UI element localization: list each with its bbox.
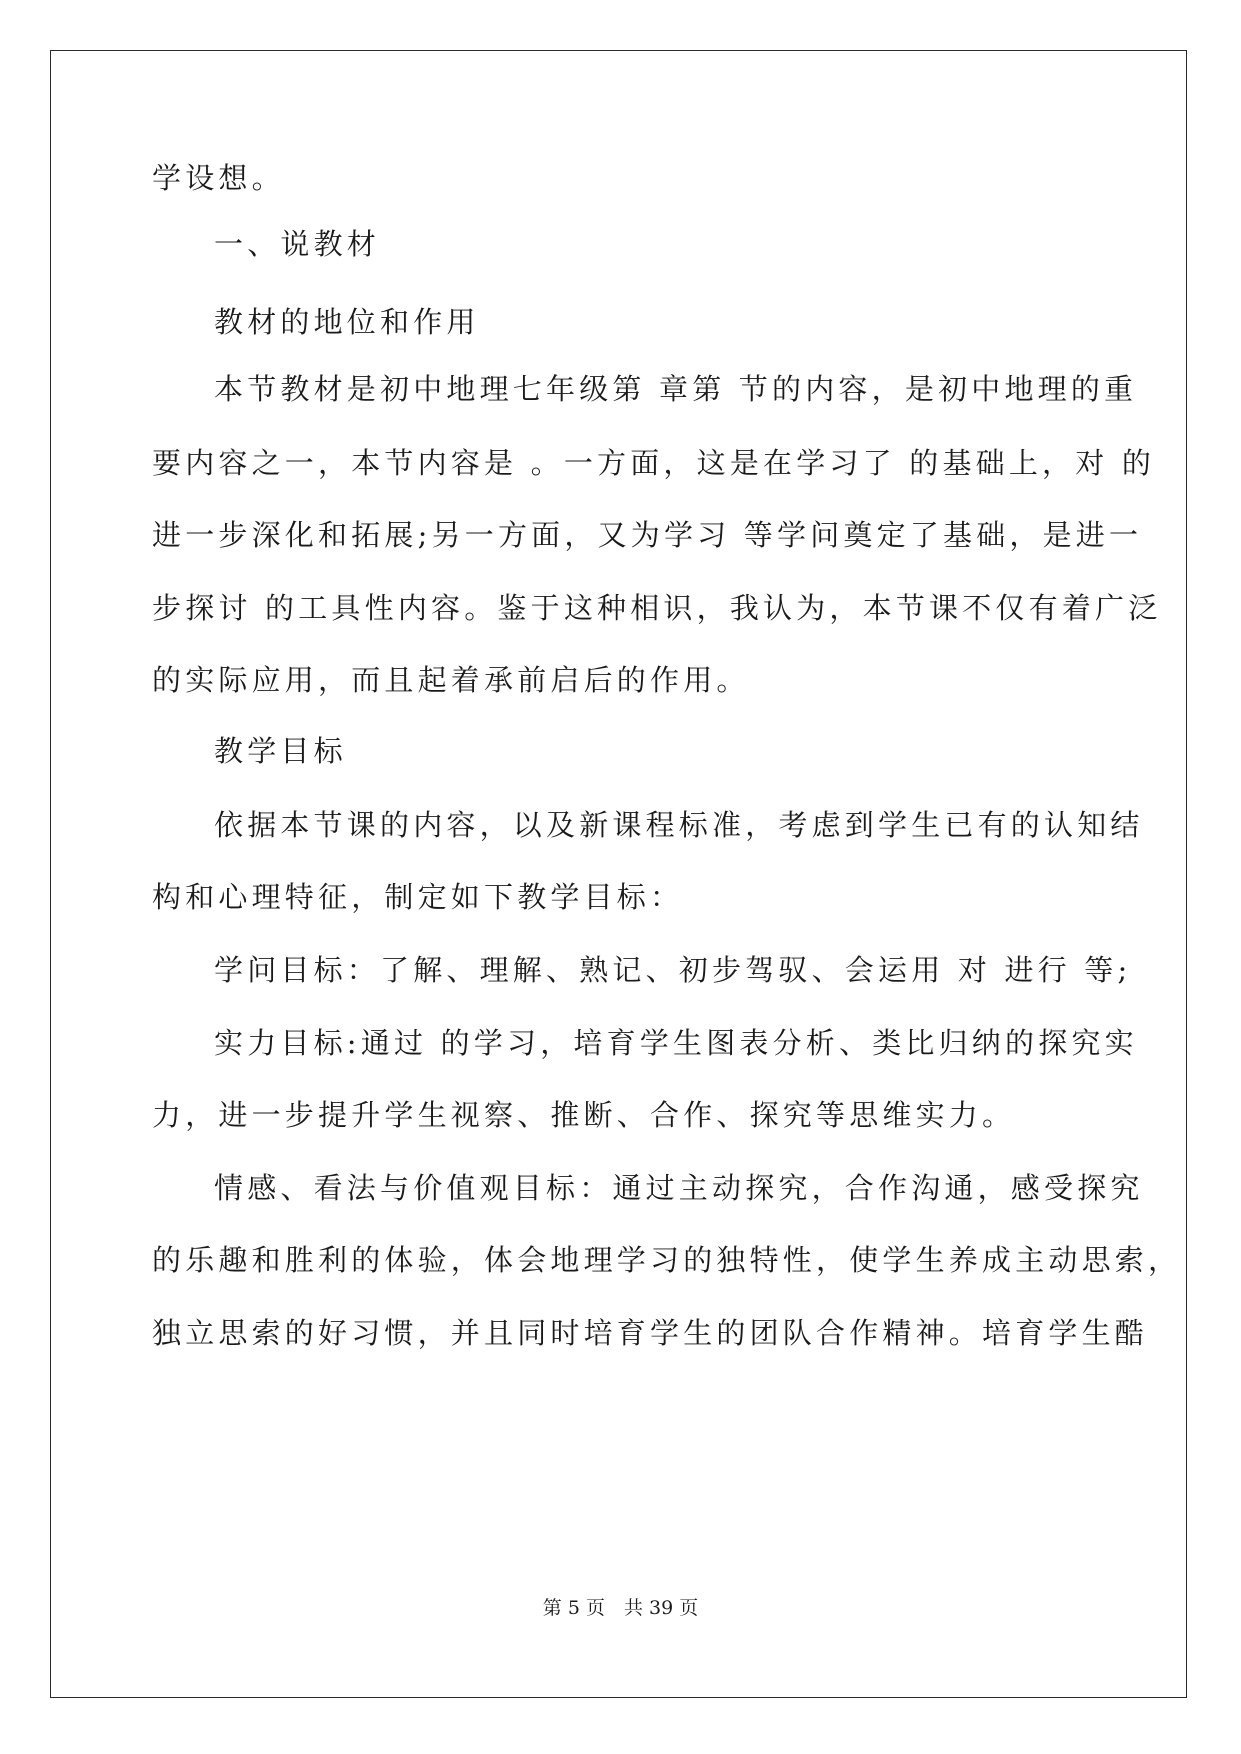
page-border [50,50,1187,1698]
text-line: 的乐趣和胜利的体验，体会地理学习的独特性，使学生养成主动思索， [152,1243,1182,1277]
subsection-heading: 教材的地位和作用 [214,305,480,339]
text-line: 本节教材是初中地理七年级第 章第 节的内容，是初中地理的重 [214,372,1138,406]
text-line: 进一步深化和拓展;另一方面，又为学习 等学问奠定了基础，是进一 [152,518,1143,552]
text-line: 情感、看法与价值观目标：通过主动探究，合作沟通，感受探究 [214,1171,1144,1205]
text-line: 实力目标:通过 的学习，培育学生图表分析、类比归纳的探究实 [214,1026,1138,1060]
section-heading: 一、说教材 [214,227,381,261]
text-line: 力，进一步提升学生视察、推断、合作、探究等思维实力。 [152,1098,1016,1132]
page-number-footer: 第 5 页 共 39 页 [542,1597,699,1619]
text-line: 的实际应用，而且起着承前启后的作用。 [152,663,750,697]
text-line: 步探讨 的工具性内容。鉴于这种相识，我认为，本节课不仅有着广泛 [152,591,1162,625]
text-line: 依据本节课的内容，以及新课程标准，考虑到学生已有的认知结 [214,808,1144,842]
text-line: 学问目标：了解、理解、熟记、初步驾驭、会运用 对 进行 等; [214,953,1132,987]
text-line: 学设想。 [152,161,285,195]
subsection-heading: 教学目标 [214,734,347,768]
text-line: 构和心理特征，制定如下教学目标： [152,880,684,914]
text-line: 要内容之一，本节内容是 。一方面，这是在学习了 的基础上，对 的 [152,446,1156,480]
text-line: 独立思索的好习惯，并且同时培育学生的团队合作精神。培育学生酷 [152,1316,1149,1350]
